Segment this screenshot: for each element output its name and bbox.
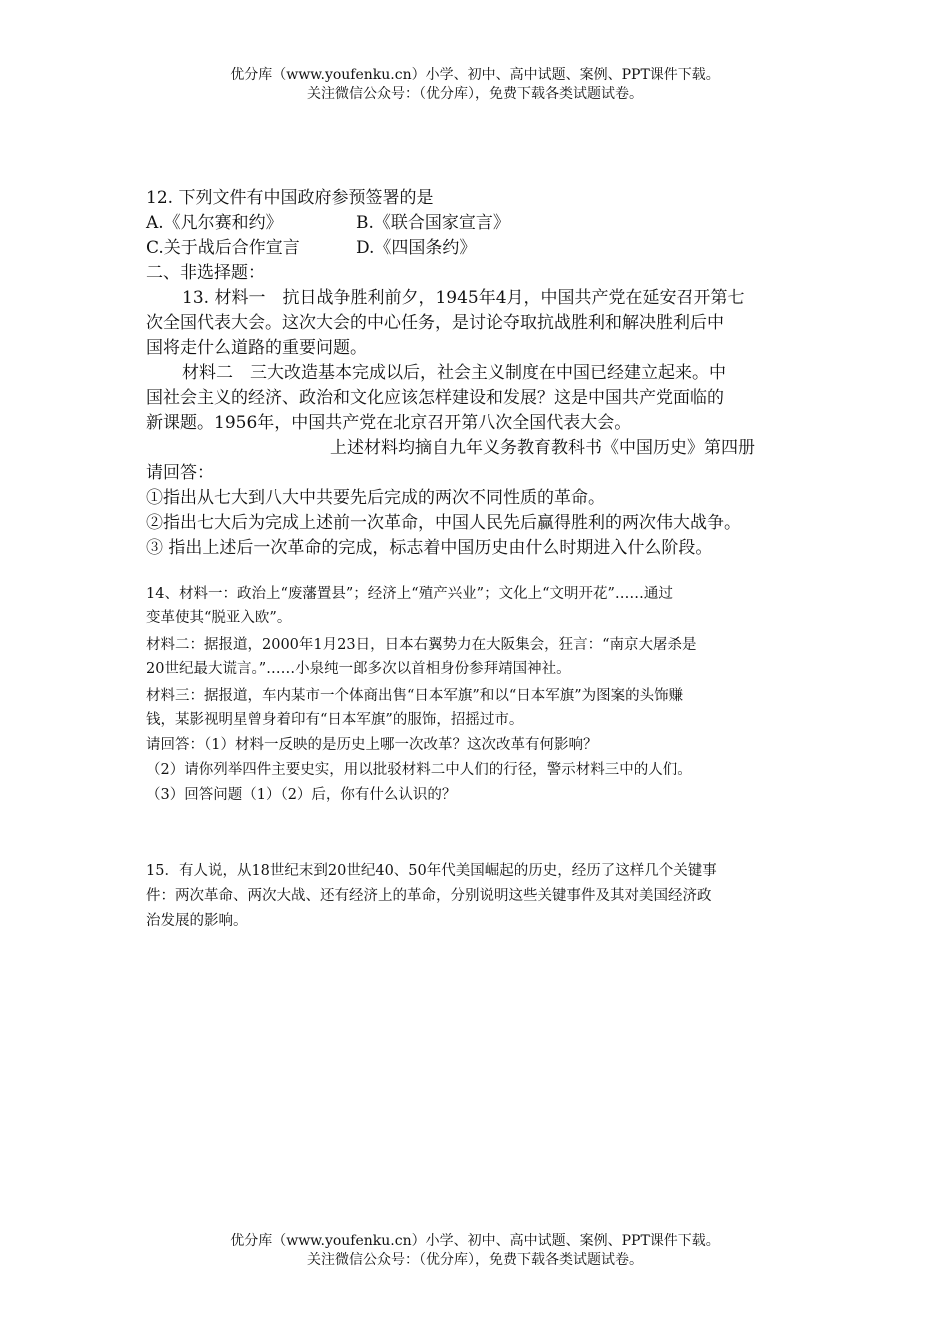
q12-options-row-1: [146, 208, 283, 233]
q13-source-note: 上述材料均摘自九年义务教育教科书《中国历史》第四册: [330, 438, 755, 458]
q13-line: 次全国代表大会。这次大会的中心任务，是讨论夺取抗战胜利和解决胜利后中: [146, 313, 724, 333]
q13-line: 国将走什么道路的重要问题。: [146, 338, 367, 358]
q13-subquestion-3: ③ 指出上述后一次革命的完成，标志着中国历史由什么时期进入什么阶段。: [146, 538, 713, 558]
footer-line-2: 关注微信公众号：（优分库），免费下载各类试题试卷。: [307, 1252, 643, 1268]
page-footer: [0, 1232, 950, 1270]
q14-line: 材料二：据报道，2000年1月23日，日本右翼势力在大阪集会，狂言：“南京大屠杀是: [146, 637, 697, 653]
q12-option-c: C.关于战后合作宣言: [146, 238, 300, 258]
q12-option-b: B.《联合国家宣言》: [356, 213, 510, 233]
q14-line: 变革使其“脱亚入欧”。: [146, 610, 292, 626]
q13-line: 13. 材料一 抗日战争胜利前夕，1945年4月，中国共产党在延安召开第七: [182, 288, 745, 308]
header-line-2: 关注微信公众号：（优分库），免费下载各类试题试卷。: [307, 86, 643, 102]
footer-line-1: 优分库（www.youfenku.cn）小学、初中、高中试题、案例、PPT课件下载。: [230, 1233, 720, 1249]
q13-prompt: 请回答：: [146, 463, 214, 483]
q13-line: 材料二 三大改造基本完成以后，社会主义制度在中国已经建立起来。中: [182, 363, 726, 383]
header-line-1: 优分库（www.youfenku.cn）小学、初中、高中试题、案例、PPT课件下载。: [230, 67, 720, 83]
q15-line: 治发展的影响。: [146, 913, 248, 929]
q14-line: 14、材料一：政治上“废藩置县”；经济上“殖产兴业”；文化上“文明开花”……通过: [146, 586, 673, 602]
q12-option-a: A.《凡尔赛和约》: [146, 213, 283, 233]
q13-line: 新课题。1956年，中国共产党在北京召开第八次全国代表大会。: [146, 413, 632, 433]
q15-line: 15．有人说，从18世纪末到20世纪40、50年代美国崛起的历史，经历了这样几个关键事: [146, 863, 717, 879]
q14-line: 20世纪最大谎言。”……小泉纯一郎多次以首相身份参拜靖国神社。: [146, 661, 571, 677]
q13-subquestion-1: ①指出从七大到八大中共要先后完成的两次不同性质的革命。: [146, 488, 605, 508]
page-header: [0, 66, 950, 104]
q14-line: 材料三：据报道，车内某市一个体商出售“日本军旗”和以“日本军旗”为图案的头饰赚: [146, 688, 684, 704]
section-2-title: 二、非选择题：: [146, 263, 265, 283]
q12-option-d: D.《四国条约》: [356, 238, 477, 258]
q13-line: 国社会主义的经济、政治和文化应该怎样建设和发展？这是中国共产党面临的: [146, 388, 724, 408]
q13-subquestion-2: ②指出七大后为完成上述前一次革命，中国人民先后赢得胜利的两次伟大战争。: [146, 513, 741, 533]
q12-stem: 12. 下列文件有中国政府参预签署的是: [146, 188, 434, 208]
q14-line: 钱，某影视明星曾身着印有“日本军旗”的服饰，招摇过市。: [146, 712, 524, 728]
q14-subquestion-3: （3）回答问题（1）（2）后，你有什么认识的？: [146, 787, 457, 803]
q14-subquestion-2: （2）请你列举四件主要史实，用以批驳材料二中人们的行径，警示材料三中的人们。: [146, 762, 692, 778]
q15-line: 件：两次革命、两次大战、还有经济上的革命，分别说明这些关键事件及其对美国经济政: [146, 888, 712, 904]
q14-prompt: 请回答：（1）材料一反映的是历史上哪一次改革？这次改革有何影响？: [146, 737, 598, 753]
